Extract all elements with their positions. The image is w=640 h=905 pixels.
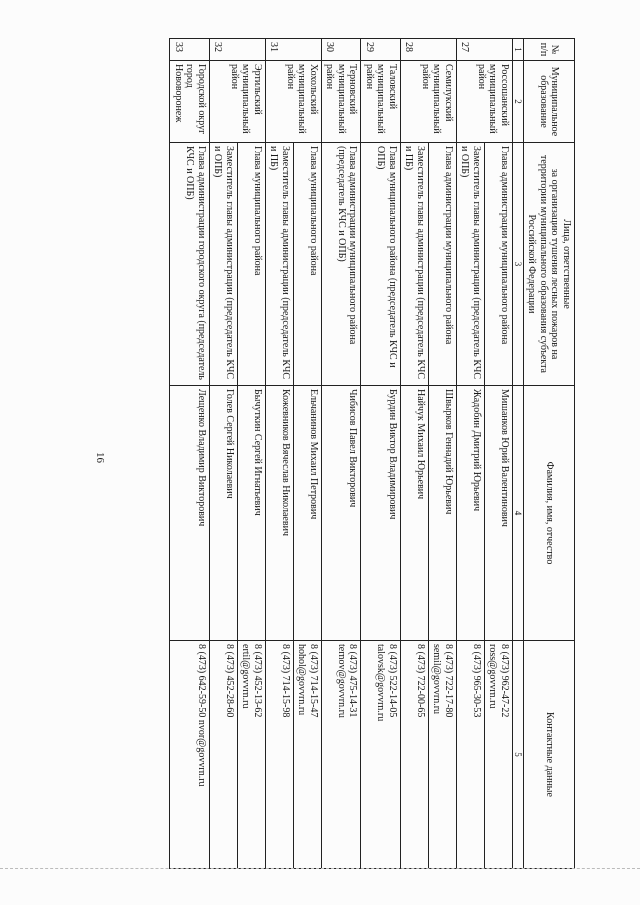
contact-cell: 8 (473) 722-00-65: [400, 641, 428, 869]
responsible-persons-table-wrapper: [169, 38, 575, 868]
role-cell: Глава администрации муниципального района: [428, 143, 456, 386]
table-row: [265, 39, 293, 869]
contact-cell: 8 (473) 452-13-62 ertil@govvrn.ru: [237, 641, 265, 869]
role-cell: Глава муниципального района: [293, 143, 321, 386]
header-contacts: Контактные данные: [524, 641, 575, 869]
column-number: 3: [512, 143, 523, 386]
municipality-cell: Эртильский муниципальный район: [209, 61, 265, 143]
table-row: [170, 39, 210, 869]
row-number: 33: [170, 39, 210, 61]
municipality-cell: Семилукский муниципальный район: [400, 61, 456, 143]
contact-cell: 8 (473) 714-15-47 hohol@govvrn.ru: [293, 641, 321, 869]
role-cell: Глава муниципального района: [237, 143, 265, 386]
row-number: 30: [321, 39, 361, 61]
municipality-cell: Хохольский муниципальный район: [265, 61, 321, 143]
name-cell: Мишанков Юрий Валентинович: [484, 386, 512, 641]
column-number: 2: [512, 61, 523, 143]
name-cell: Чибисов Павел Викторович: [321, 386, 361, 641]
name-cell: Найчук Михаил Юрьевич: [400, 386, 428, 641]
name-cell: Бурдин Виктор Владимирович: [361, 386, 401, 641]
table-row: [237, 39, 265, 869]
contact-cell: 8 (473) 714-15-98: [265, 641, 293, 869]
role-cell: Заместитель главы администрации (председатель КЧС и ОПБ): [456, 143, 484, 386]
table-body: [170, 39, 513, 869]
name-cell: Жадобин Дмитрий Юрьевич: [456, 386, 484, 641]
header-responsible: Лица, ответственные за организацию тушения лесных пожаров на территории муниципального образования субъекта Российской Федерации: [524, 143, 575, 386]
table-row: [293, 39, 321, 869]
row-number: 28: [400, 39, 456, 61]
row-number: 27: [456, 39, 512, 61]
name-cell: Лещенко Владимир Викторович: [170, 386, 210, 641]
name-cell: Швырков Геннадий Юрьевич: [428, 386, 456, 641]
municipality-cell: Терновский муниципальный район: [321, 61, 361, 143]
contact-cell: 8 (473) 962-47-22 ross@govvrn.ru: [484, 641, 512, 869]
contact-cell: 8 (473) 722-17-80 semil@govvrn.ru: [428, 641, 456, 869]
contact-cell: 8 (473) 642-59-50 nvor@govvrn.ru: [170, 641, 210, 869]
name-cell: Голев Сергей Николаевич: [209, 386, 237, 641]
table-row: [361, 39, 401, 869]
role-cell: Глава администрации муниципального района (председатель КЧС и ОПБ): [321, 143, 361, 386]
page-number: 16: [94, 452, 106, 463]
header-municipality: Муниципальное образование: [524, 61, 575, 143]
contact-cell: 8 (473) 475-14-31 ternov@govvrn.ru: [321, 641, 361, 869]
table-row: [456, 39, 484, 869]
municipality-cell: Таловский муниципальный район: [361, 61, 401, 143]
header-num: № п/п: [524, 39, 575, 61]
table-row: [209, 39, 237, 869]
column-number: 4: [512, 386, 523, 641]
role-cell: Заместитель главы администрации (председатель КЧС и ПБ): [265, 143, 293, 386]
name-cell: Кожевников Вячеслав Николаевич: [265, 386, 293, 641]
role-cell: Глава администрации городского округа (председатель КЧС и ОПБ): [170, 143, 210, 386]
name-cell: Ельчанинов Михаил Петрович: [293, 386, 321, 641]
role-cell: Глава муниципального района (председатель КЧС и ОПБ): [361, 143, 401, 386]
name-cell: Бычуткин Сергей Игнатьевич: [237, 386, 265, 641]
table-row: [321, 39, 361, 869]
column-number: 5: [512, 641, 523, 869]
role-cell: Заместитель главы администрации (председатель КЧС и ОПБ): [209, 143, 237, 386]
row-number: 29: [361, 39, 401, 61]
contact-cell: 8 (473) 522-14-05 talovsk@govvrn.ru: [361, 641, 401, 869]
table-row: [400, 39, 428, 869]
contact-cell: 8 (473) 452-28-60: [209, 641, 237, 869]
column-number: 1: [512, 39, 523, 61]
municipality-cell: Городской округ город Нововоронеж: [170, 61, 210, 143]
row-number: 31: [265, 39, 321, 61]
row-number: 32: [209, 39, 265, 61]
table-row: [484, 39, 512, 869]
table-row: [428, 39, 456, 869]
responsible-persons-table: [169, 38, 575, 869]
header-fio: Фамилия, имя, отчество: [524, 386, 575, 641]
role-cell: Глава администрации муниципального района: [484, 143, 512, 386]
municipality-cell: Россошанский муниципальный район: [456, 61, 512, 143]
page-edge-line: [0, 868, 640, 869]
contact-cell: 8 (473) 965-30-53: [456, 641, 484, 869]
role-cell: Заместитель главы администрации (председатель КЧС и ПБ): [400, 143, 428, 386]
